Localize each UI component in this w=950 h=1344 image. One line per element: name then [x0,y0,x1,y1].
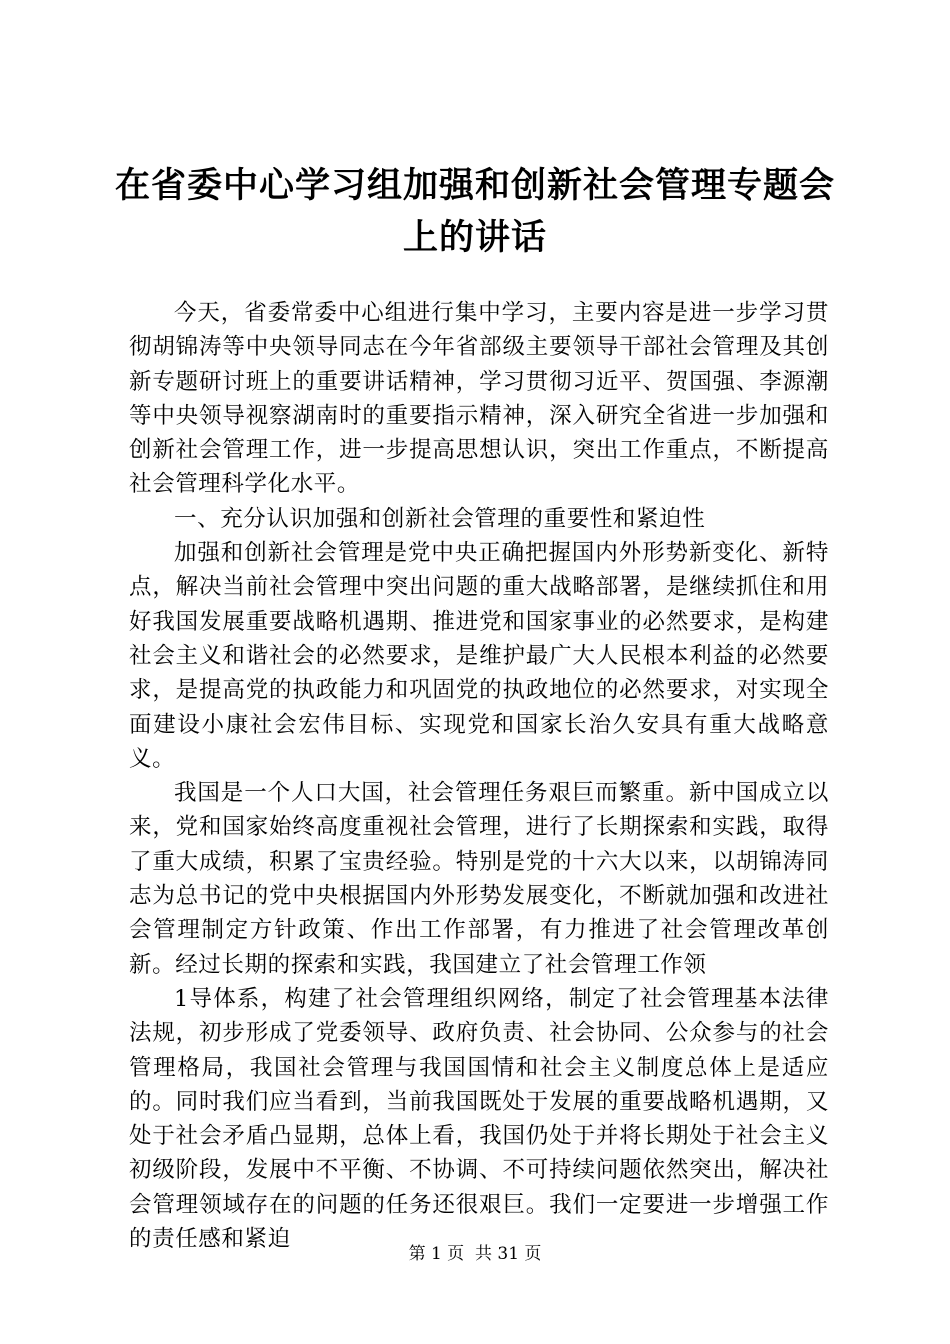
paragraph-continuation: 1导体系，构建了社会管理组织网络，制定了社会管理基本法律法规，初步形成了党委领导、政府负责、社会协同、公众参与的社会管理格局，我国社会管理与我国国情和社会主义制度总体上是适应的。同时我们应当看到，当前我国既处于发展的重要战略机遇期，又处于社会矛盾凸显期，总体上看，我国仍处于并将长期处于社会主义初级阶段，发展中不平衡、不协调、不可持续问题依然突出，解决社会管理领域存在的问题的任务还很艰巨。我们一定要进一步增强工作的责任感和紧迫 [129,985,829,1253]
page-footer: 第 1 页 共 31 页 [408,1244,542,1264]
title-line-2: 上的讲话 [402,218,547,258]
section-heading-1: 一、充分认识加强和创新社会管理的重要性和紧迫性 [174,505,706,532]
paragraph-history: 我国是一个人口大国，社会管理任务艰巨而繁重。新中国成立以来，党和国家始终高度重视社会管理，进行了长期探索和实践，取得了重大成绩，积累了宝贵经验。特别是党的十六大以来，以胡锦涛同志为总书记的党中央根据国内外形势发展变化，不断就加强和改进社会管理制定方针政策、作出工作部署，有力推进了社会管理改革创新。经过长期的探索和实践，我国建立了社会管理工作领 [129,780,829,978]
document-title [100,160,850,264]
document-body [129,296,829,1256]
title-line-1: 在省委中心学习组加强和创新社会管理专题会 [114,166,835,206]
paragraph-importance: 加强和创新社会管理是党中央正确把握国内外形势新变化、新特点，解决当前社会管理中突出问题的重大战略部署，是继续抓住和用好我国发展重要战略机遇期、推进党和国家事业的必然要求，是构建社会主义和谐社会的必然要求，是维护最广大人民根本利益的必然要求，是提高党的执政能力和巩固党的执政地位的必然要求，对实现全面建设小康社会宏伟目标、实现党和国家长治久安具有重大战略意义。 [129,540,829,772]
paragraph-intro: 今天，省委常委中心组进行集中学习，主要内容是进一步学习贯彻胡锦涛等中央领导同志在今年省部级主要领导干部社会管理及其创新专题研讨班上的重要讲话精神，学习贯彻习近平、贺国强、李源潮等中央领导视察湖南时的重要指示精神，深入研究全省进一步加强和创新社会管理工作，进一步提高思想认识，突出工作重点，不断提高社会管理科学化水平。 [129,300,829,498]
